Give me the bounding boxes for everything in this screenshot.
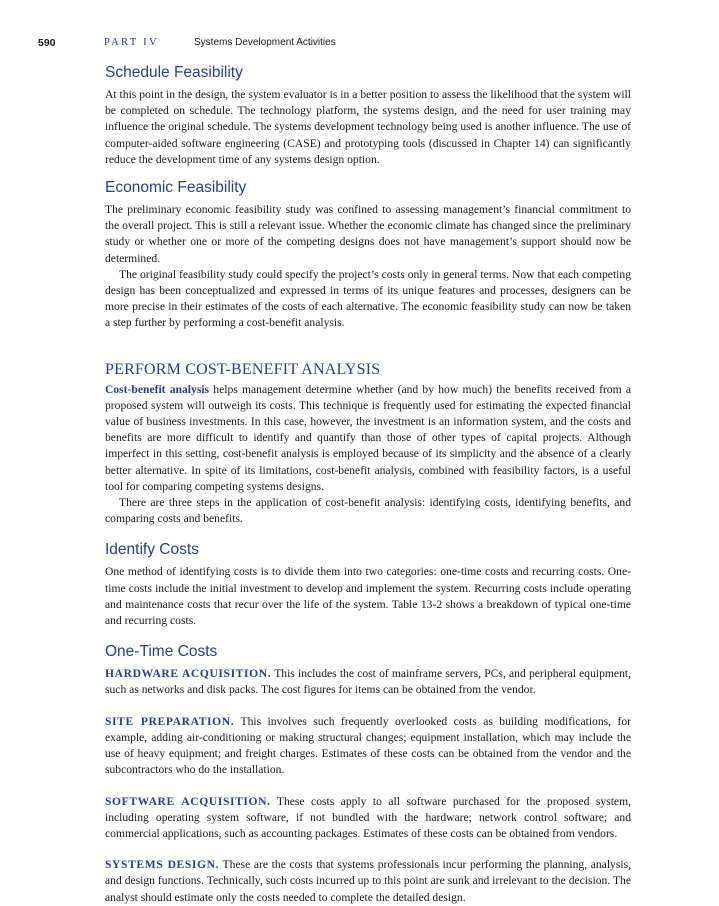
item-hardware-acquisition — [105, 666, 631, 698]
heading-identify-costs: Identify Costs — [105, 541, 199, 559]
paragraph-economic-2: The original feasibility study could specify the project’s costs only in general terms. Now that each competing design has been conceptualized and expressed in terms of its unique features and processes, designers can be more precise in their estimates of the costs of each alternative. The economic feasibility study can now be taken a step further by performing a cost-benefit analysis. — [105, 267, 631, 330]
heading-economic-feasibility: Economic Feasibility — [105, 179, 247, 197]
heading-schedule-feasibility: Schedule Feasibility — [105, 64, 243, 81]
runin-systems-design: SYSTEMS DESIGN. — [105, 858, 220, 872]
item-hardware-acquisition-text: This includes the cost of mainframe servers, PCs, and peripheral equipment, such as networks and disk packs. The cost figures for items can be obtained from the vendor. — [105, 667, 631, 697]
heading-cost-benefit-analysis: PERFORM COST-BENEFIT ANALYSIS — [105, 360, 381, 378]
item-software-acquisition-text: These costs apply to all software purchased for the proposed system, including operating system software, if not bundled with the hardware; network control software; and commercial applications, such as accounting packages. Estimates of these costs can be obtained from vendors. — [105, 794, 631, 840]
paragraph-cba-1-text: helps management determine whether (and by how much) the benefits received from a proposed system will outweigh its costs. This technique is frequently used for estimating the expected financial value of business investments. In this case, however, the investment is an information system, and the costs and benefits are more difficult to identify and quantify than those of other types of capital projects. Although imperfect in this setting, cost-benefit analysis is employed because of its simplicity and the absence of a clearly better alternative. In spite of its limitations, cost-benefit analysis, combined with feasibility factors, is a useful tool for comparing competing systems designs. — [105, 382, 631, 493]
paragraph-schedule-feasibility: At this point in the design, the system evaluator is in a better position to assess the likelihood that the system will be completed on schedule. The technology platform, the systems design, and the need for user training may influence the original schedule. The systems development technology being used is another influence. The use of computer-aided software engineering (CASE) and prototyping tools (discussed in Chapter 14) can significantly reduce the development time of any systems design option. — [105, 88, 631, 166]
item-software-acquisition — [105, 794, 631, 843]
item-systems-design — [105, 857, 631, 906]
runin-software-acquisition: SOFTWARE ACQUISITION. — [105, 794, 271, 808]
paragraph-identify-costs: One method of identifying costs is to divide them into two categories: one-time costs and recurring costs. One-time costs include the initial investment to develop and implement the system. Recurring costs include operating and maintenance costs that recur over the life of the system. Table 13-2 shows a breakdown of typical one-time and recurring costs. — [105, 565, 631, 628]
running-head-title: Systems Development Activities — [194, 37, 336, 48]
runin-hardware-acquisition: HARDWARE ACQUISITION. — [105, 667, 272, 681]
page-number: 590 — [38, 37, 56, 49]
page-body — [105, 63, 631, 906]
key-term-cost-benefit-analysis: Cost-benefit analysis — [105, 382, 210, 396]
item-systems-design-text: These are the costs that systems professionals incur performing the planning, analysis, and design functions. Technically, such costs incurred up to this point are sunk and irrelevant to the decision. The analyst should estimate only the costs needed to complete the detailed design. — [105, 858, 631, 904]
paragraph-cba-2: There are three steps in the application of cost-benefit analysis: identifying costs, identifying benefits, and comparing costs and benefits. — [105, 496, 631, 526]
paragraph-economic-1: The preliminary economic feasibility study was confined to assessing management’s financial commitment to the overall project. This is still a relevant issue. Whether the economic climate has changed since the preliminary study or whether one or more of the competing designs does not have management’s support should now be determined. — [105, 203, 631, 265]
heading-one-time-costs: One-Time Costs — [105, 643, 218, 661]
runin-site-preparation: SITE PREPARATION. — [105, 714, 235, 728]
item-site-preparation — [105, 714, 631, 779]
part-label: PART IV — [104, 37, 159, 48]
item-site-preparation-text: This involves such frequently overlooked costs as building modifications, for example, adding air-conditioning or making structural changes; equipment installation, which may include the use of heavy equipment; and freight charges. Estimates of these costs can be obtained from the vendor and the subcontractors who do the installation. — [105, 714, 631, 777]
paragraph-cba-1 — [105, 382, 631, 495]
